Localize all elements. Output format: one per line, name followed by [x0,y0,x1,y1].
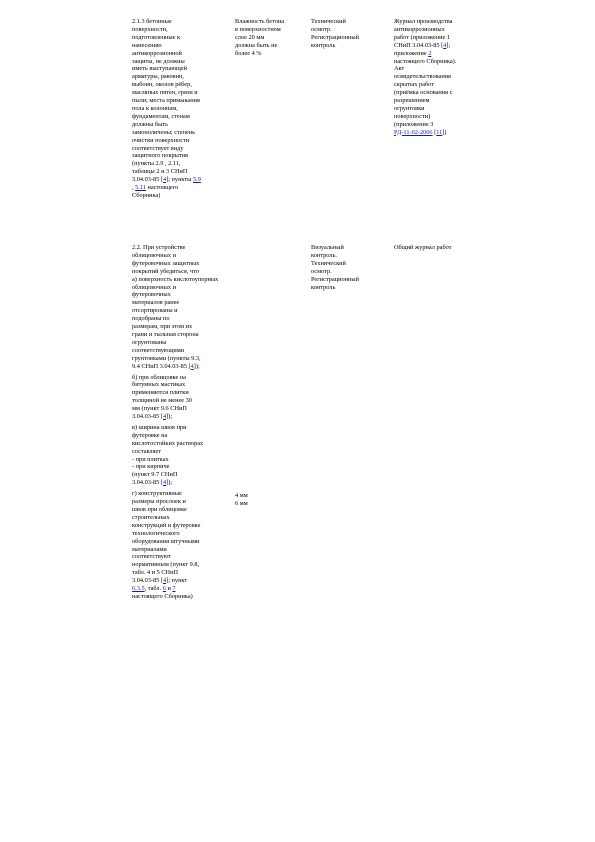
text-fragment: швов при облицовке [132,506,187,513]
text-line [311,18,391,26]
row2-requirement-cell [132,244,230,601]
text-fragment: составляет [132,447,161,455]
text-fragment: соответствует виду [132,144,184,152]
text-fragment: облицовочных и [132,283,177,291]
text-fragment: грунтовками (пункты 9.3, [132,354,201,362]
text-fragment: Журнал производства [394,18,453,25]
text-line [132,260,230,268]
text-fragment: 3.04.03-85 [ [132,413,163,421]
text-line [311,284,391,292]
text-line [394,65,494,73]
text-line [132,546,230,554]
text-line [132,58,230,66]
text-fragment: пыли; места примыкания [132,97,200,105]
text-fragment: иметь выступающей [132,65,188,73]
text-fragment: футеровке на [132,431,168,439]
text-line [132,244,230,252]
text-line [394,73,494,81]
text-line [132,456,230,464]
reference-link[interactable]: 4 [162,176,167,184]
text-fragment: мм (пункт 9.6 СНиП [132,405,187,413]
text-fragment: г) конструктивные [132,490,182,498]
text-line [394,105,494,113]
text-fragment: антикоррозионной [132,49,182,57]
text-line [132,268,230,276]
text-line [132,50,230,58]
reference-link[interactable]: 7 [172,585,176,593]
text-line [132,34,230,42]
reference-link[interactable]: 4 [162,413,167,421]
text-fragment: контроль [311,283,336,291]
text-line [132,389,230,397]
joint-width-brick: 6 мм [235,499,248,507]
text-line [311,268,391,276]
text-line [311,276,391,284]
text-line [132,339,230,347]
text-line [132,192,230,200]
text-fragment: табл. 4 и 5 СНиП [132,569,179,577]
text-fragment: огрунтовки [394,104,425,112]
text-fragment: разрешением [394,97,430,105]
text-line [394,89,494,97]
text-line [132,176,230,184]
text-line [311,42,391,50]
text-line [394,129,494,137]
text-line [394,121,494,129]
text-fragment: материалами [132,545,167,553]
text-line [132,355,230,363]
text-line [132,26,230,34]
text-fragment: должна быть не [235,41,278,49]
text-fragment: 2.1.3 бетонные [132,18,172,25]
text-line [132,97,230,105]
text-fragment: защитного покрытия [132,152,188,160]
text-fragment: (приёмка основания с [394,89,453,97]
text-fragment: антикоррозионных [394,25,445,33]
text-fragment: (пункты 2.9 , 2.11, [132,160,181,168]
text-fragment: технологического [132,529,180,537]
text-line [132,553,230,561]
text-line [132,152,230,160]
text-line [132,18,230,26]
text-line [132,299,230,307]
text-line [235,42,305,50]
text-fragment: ]) [442,128,447,136]
text-fragment: выбоин, околов рёбер, [132,81,192,89]
text-line [132,397,230,405]
text-line [132,307,230,315]
text-line [132,137,230,145]
text-line [132,105,230,113]
text-fragment: битумных мастиках [132,381,186,389]
text-fragment: отсортированы и [132,307,178,315]
text-fragment: настоящего Сборника). [394,57,457,65]
text-fragment: в поверхностном [235,25,281,33]
text-fragment: скрытых работ [394,81,434,89]
text-fragment: Акт [394,65,405,73]
text-line [394,244,494,252]
text-line [132,347,230,355]
text-fragment: , [132,184,136,192]
text-fragment: приложение [394,49,429,57]
text-fragment: кислотостойких растворах [132,439,204,447]
text-line [394,18,494,26]
text-fragment: Регистрационный [311,275,359,283]
text-fragment: и [165,585,173,593]
text-fragment: замоноличены; степень [132,128,195,136]
text-line [132,490,230,498]
text-fragment: конструкций и футеровке [132,521,201,529]
text-line [132,413,230,421]
text-fragment: материалов ранее [132,299,180,307]
text-fragment: , табл. [144,585,163,593]
text-fragment: подготовленные к [132,33,181,41]
text-fragment: Влажность бетона [235,18,285,25]
text-line [132,593,230,601]
text-fragment: настоящего Сборника) [132,592,193,600]
text-line [311,26,391,34]
text-fragment: СНиП 3.04.03-85 [ [394,41,444,49]
text-fragment: Технический [311,18,346,25]
row2-tolerance-cell [235,492,305,508]
text-fragment: контроль [311,41,336,49]
text-line [132,448,230,456]
text-line [132,315,230,323]
text-fragment: масляных пятен, грязи и [132,89,198,97]
text-line [132,89,230,97]
text-line [132,73,230,81]
row1-documentation-cell [394,18,494,137]
reference-link[interactable]: 6.3.5 [132,585,145,593]
text-fragment: футеровочных защитных [132,259,200,267]
text-line [394,26,494,34]
text-line [235,26,305,34]
text-fragment: нормативным (пункт 9.8, [132,561,200,569]
text-line [394,34,494,42]
text-fragment: поверхности, [132,25,168,33]
text-fragment: осмотр. [311,25,332,33]
text-fragment: арматуры, раковин, [132,73,184,81]
text-fragment: ]); [166,413,173,421]
reference-link[interactable]: 4 [162,577,167,585]
text-fragment: освидетельствования [394,73,451,81]
text-line [132,331,230,339]
text-line [132,374,230,382]
text-line [235,34,305,42]
text-fragment: Визуальный [311,244,344,251]
text-fragment: в) ширина швов при [132,423,187,431]
text-fragment: соответствующими [132,346,185,354]
text-line [132,432,230,440]
text-fragment: работ (приложение 1 [394,33,450,41]
text-line [311,252,391,260]
text-line [132,538,230,546]
text-fragment: покрытий убедиться, что [132,267,199,275]
text-fragment: 3.04.03-85 [ [132,176,163,184]
text-line [132,168,230,176]
text-line [132,42,230,50]
text-line [132,113,230,121]
text-fragment: осмотр. [311,267,332,275]
text-line [132,81,230,89]
text-line [311,34,391,42]
text-line [394,97,494,105]
text-fragment: очистки поверхности [132,136,190,144]
text-line [132,291,230,299]
row1-tolerance-cell [235,18,305,58]
text-line [132,561,230,569]
text-fragment: (пункт 9.7 СНиП [132,471,178,479]
text-line [132,479,230,487]
text-line [132,323,230,331]
text-line [394,113,494,121]
text-line [132,424,230,432]
text-line [132,585,230,593]
text-line [311,260,391,268]
text-fragment: грани и тыльная сторона [132,330,199,338]
text-line [394,50,494,58]
text-fragment: Сборника) [132,191,161,199]
row2-documentation-cell [394,244,494,252]
text-fragment: контроль. [311,251,337,259]
text-fragment: 3.04.03-85 [ [132,479,163,487]
reference-link[interactable]: 4 [443,41,447,49]
text-fragment: фундаментам, стенам [132,112,190,120]
text-fragment: Технический [311,259,346,267]
text-line [132,498,230,506]
text-line [132,381,230,389]
text-line [132,129,230,137]
text-line [132,276,230,284]
text-line [132,184,230,192]
text-fragment: ]); [193,362,200,370]
text-fragment: слое 20 мм [235,33,265,41]
text-line [132,530,230,538]
text-fragment: - при плитках [132,455,169,463]
text-fragment: подобраны по [132,315,170,323]
text-fragment: более 4 % [235,49,262,57]
text-line [132,65,230,73]
text-fragment: ]; пункт [166,577,188,585]
text-line [394,58,494,66]
text-line [132,145,230,153]
reference-link[interactable]: 6 [162,585,166,593]
text-fragment: [ [432,128,437,136]
text-line [132,252,230,260]
reference-link[interactable]: 5.11 [135,184,146,192]
text-line [132,463,230,471]
text-line [132,405,230,413]
joint-width-tiles: 4 мм [235,492,248,499]
reference-link[interactable]: РД-11-02-2006 [394,128,433,136]
text-line [132,160,230,168]
text-fragment: должны быть [132,120,168,128]
row2-control-method-cell [311,244,391,291]
text-fragment: б) при облицовке на [132,373,186,381]
text-line [394,42,494,50]
reference-link[interactable]: 2 [428,49,432,57]
text-line [132,577,230,585]
text-line [235,18,305,26]
text-line [132,522,230,530]
text-fragment: соответствуют [132,553,172,561]
text-line [132,569,230,577]
text-fragment: а) поверхность кислотоупорных [132,275,219,283]
text-fragment: Регистрационный [311,33,359,41]
row1-control-method-cell [311,18,391,50]
text-fragment: ]; пункты [166,176,193,184]
text-fragment: 3.04.03-85 [ [132,577,163,585]
row1-requirement-cell [132,18,230,200]
text-line [132,121,230,129]
text-line [132,284,230,292]
text-fragment: нанесению [132,41,162,49]
text-fragment: настоящего [145,184,179,192]
text-fragment: (приложение 3 [394,120,434,128]
text-fragment: размерам, при этом их [132,323,193,331]
reference-link[interactable]: 5.9 [192,176,201,184]
text-fragment: пола к колоннам, [132,104,178,112]
text-fragment: оборудования штучными [132,537,200,545]
text-line [235,50,305,58]
text-fragment: строительных [132,513,170,521]
text-fragment: ]); [166,479,173,487]
text-line [132,471,230,479]
text-fragment: огрунтованы [132,338,167,346]
text-fragment: 2.2. При устройстве [132,244,186,251]
text-fragment: применяются плитки [132,389,189,397]
text-fragment: размеры прослоек и [132,498,186,506]
text-fragment: Общий журнал работ [394,244,452,251]
text-fragment: - при кирпиче [132,463,170,471]
text-line [132,514,230,522]
reference-link[interactable]: 4 [162,479,167,487]
reference-link[interactable]: 11 [436,128,443,136]
text-fragment: таблицы 2 и 3 СНиП [132,168,188,176]
text-line [132,363,230,371]
text-fragment: поверхности) [394,112,431,120]
text-fragment: облицовочных и [132,251,177,259]
text-fragment: толщиной не менее 30 [132,397,192,405]
text-fragment: ]; [446,41,451,49]
text-line [311,244,391,252]
text-fragment: футеровочных [132,291,171,299]
text-fragment: защиты, не должны [132,57,185,65]
text-line [394,81,494,89]
text-line [132,506,230,514]
text-fragment: 9.4 СНиП 3.04.03-85 [ [132,362,191,370]
text-line [132,440,230,448]
reference-link[interactable]: 4 [190,362,194,370]
